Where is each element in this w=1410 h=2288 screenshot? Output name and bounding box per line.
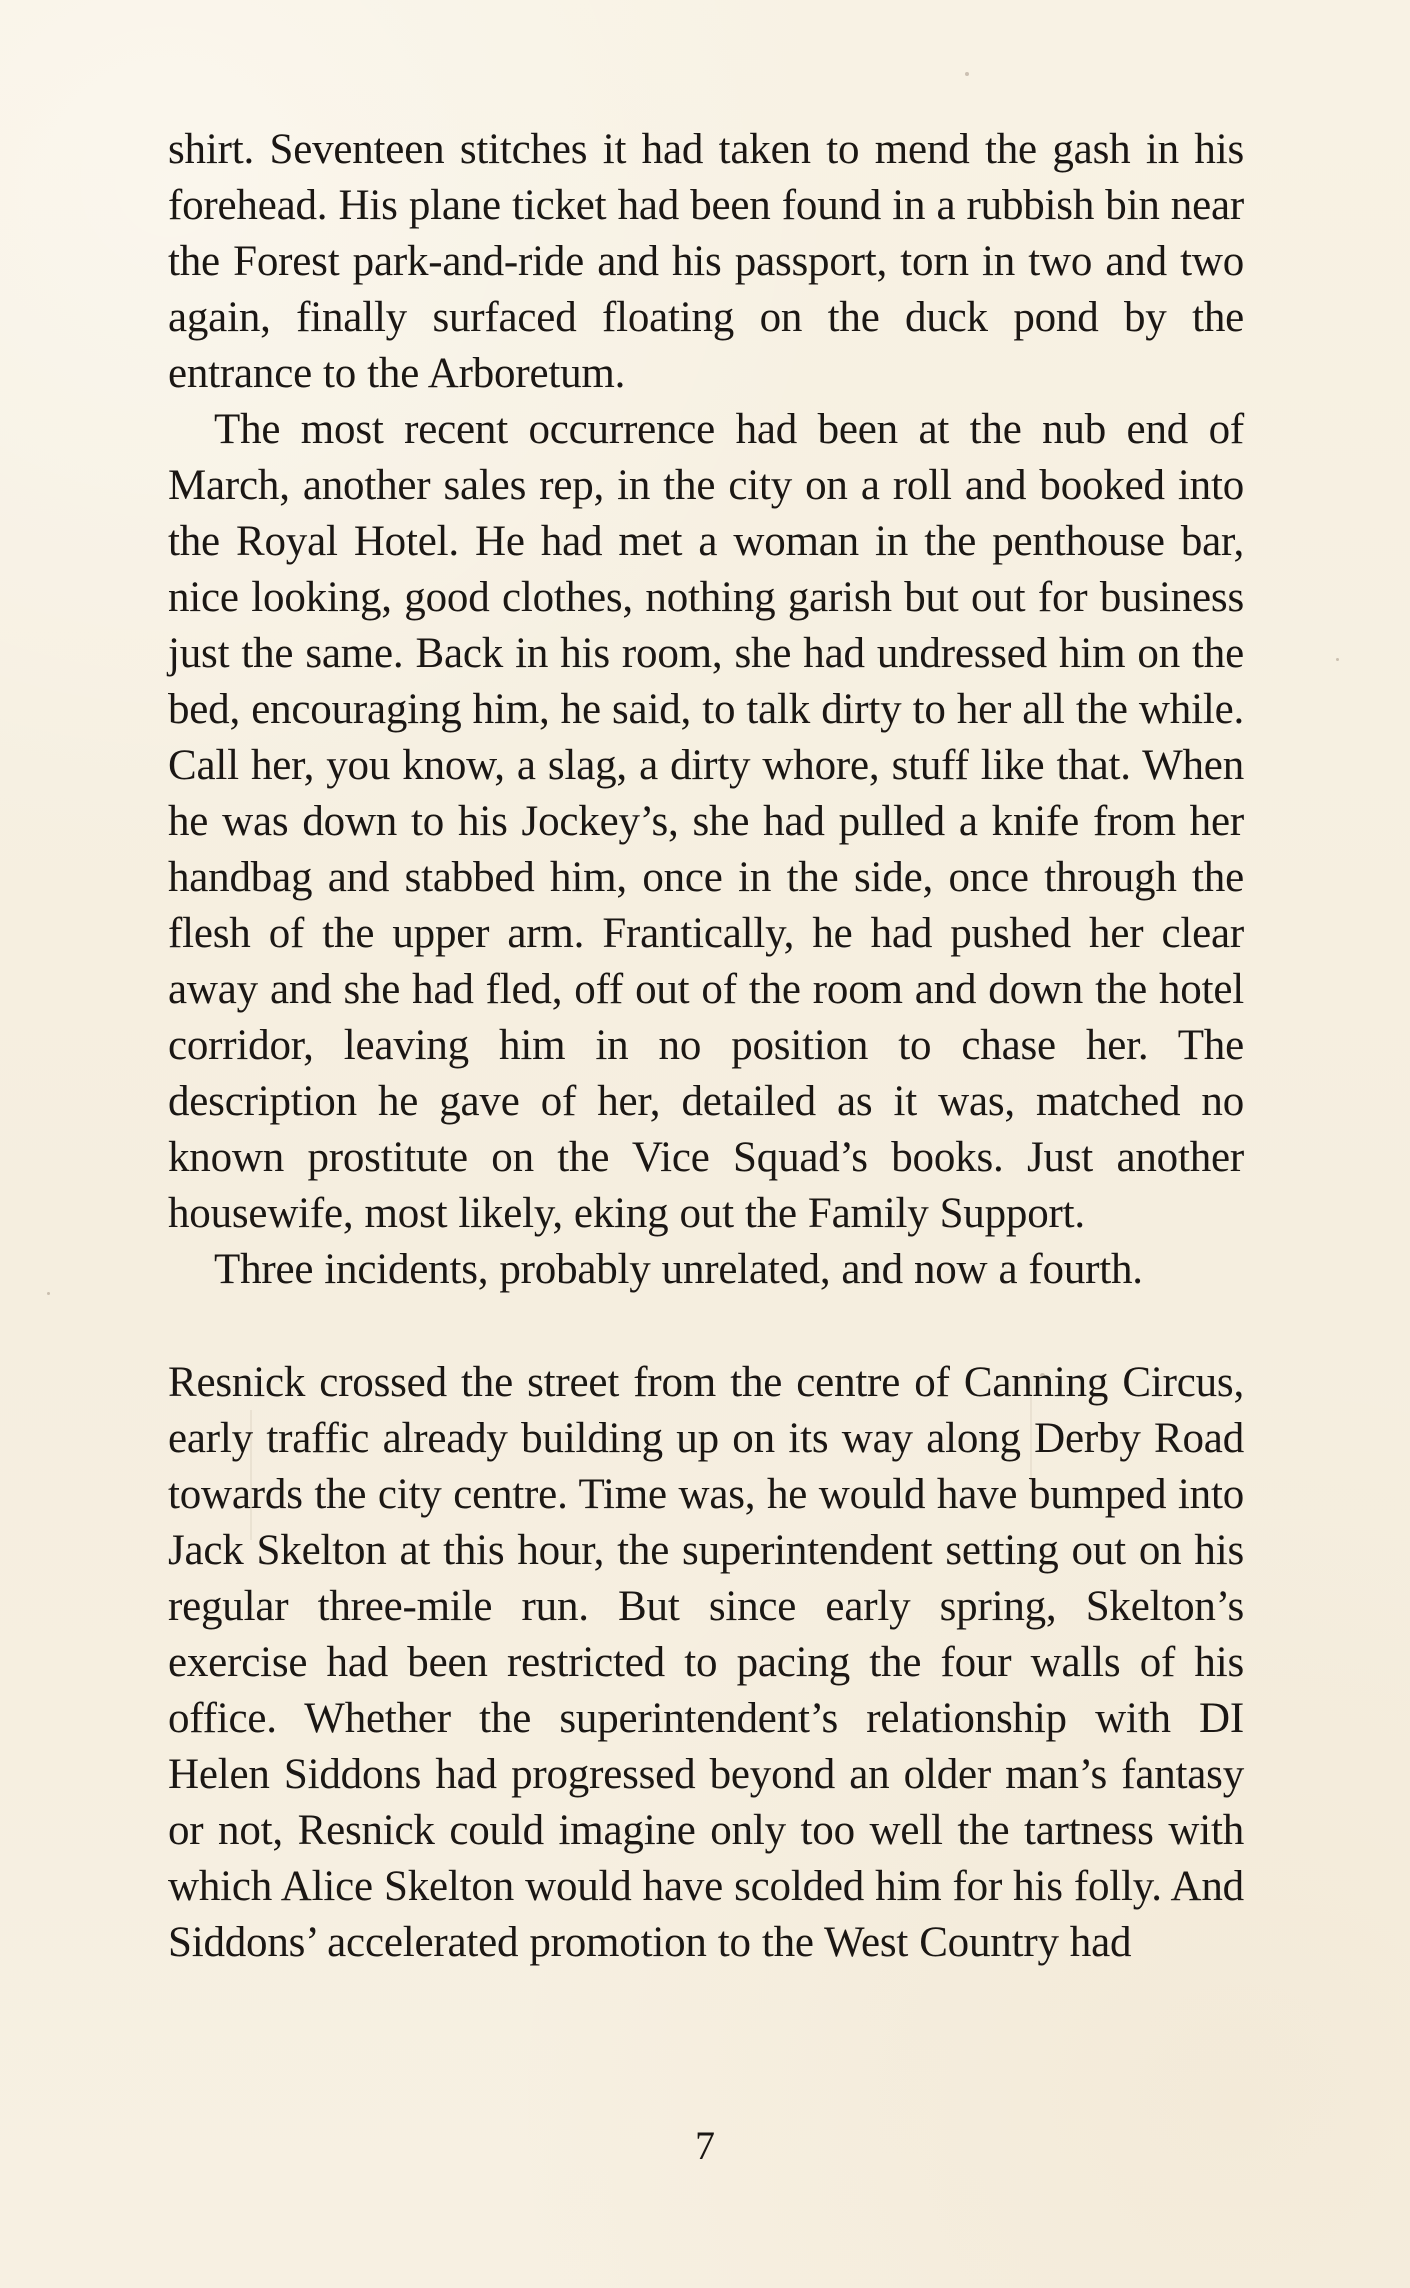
paragraph: shirt. Seventeen stitches it had taken to mend the gash in his forehead. His plane ticket had been found in a rubbish bin near the Forest park-and-ride and his passport, torn in two and two again, finally surfaced floating on the duck pond by the entrance to the Arboretum.	[168, 126, 1244, 397]
section-break	[168, 1298, 1244, 1355]
paper-speck	[47, 1292, 50, 1295]
paragraph: The most recent occurrence had been at the nub end of March, another sales rep, in the city on a roll and booked into the Royal Hotel. He had met a woman in the penthouse bar, nice looking, good clothes, nothing garish but out for business just the same. Back in his room, she had undressed him on the bed, encouraging him, he said, to talk dirty to her all the while. Call her, you know, a slag, a dirty whore, stuff like that. When he was down to his Jockey’s, she had pulled a knife from her handbag and stabbed him, once in the side, once through the flesh of the upper arm. Frantically, he had pushed her clear away and she had fled, off out of the room and down the hotel corridor, leaving him in no position to chase her. The description he gave of her, detailed as it was, matched no known prostitute on the Vice Squad’s books. Just another housewife, most likely, eking out the Family Support.	[168, 406, 1244, 1237]
paper-speck	[1336, 658, 1339, 661]
paragraph: Resnick crossed the street from the centre of Canning Circus, early traffic already building up on its way along Derby Road towards the city centre. Time was, he would have bumped into Jack Skelton at this hour, the superintendent setting out on his regular three-mile run. But since early spring, Skelton’s exercise had been restricted to pacing the four walls of his office. Whether the superintendent’s relationship with DI Helen Siddons had progressed beyond an older man’s fantasy or not, Resnick could imagine only too well the tartness with which Alice Skelton would have scolded him for his folly. And Siddons’ accelerated promotion to the West Country had	[168, 1359, 1244, 1966]
page-number: 7	[695, 2123, 715, 2168]
paper-speck	[965, 72, 969, 76]
body-text	[168, 122, 1244, 1971]
paragraph: Three incidents, probably unrelated, and now a fourth.	[214, 1246, 1143, 1293]
